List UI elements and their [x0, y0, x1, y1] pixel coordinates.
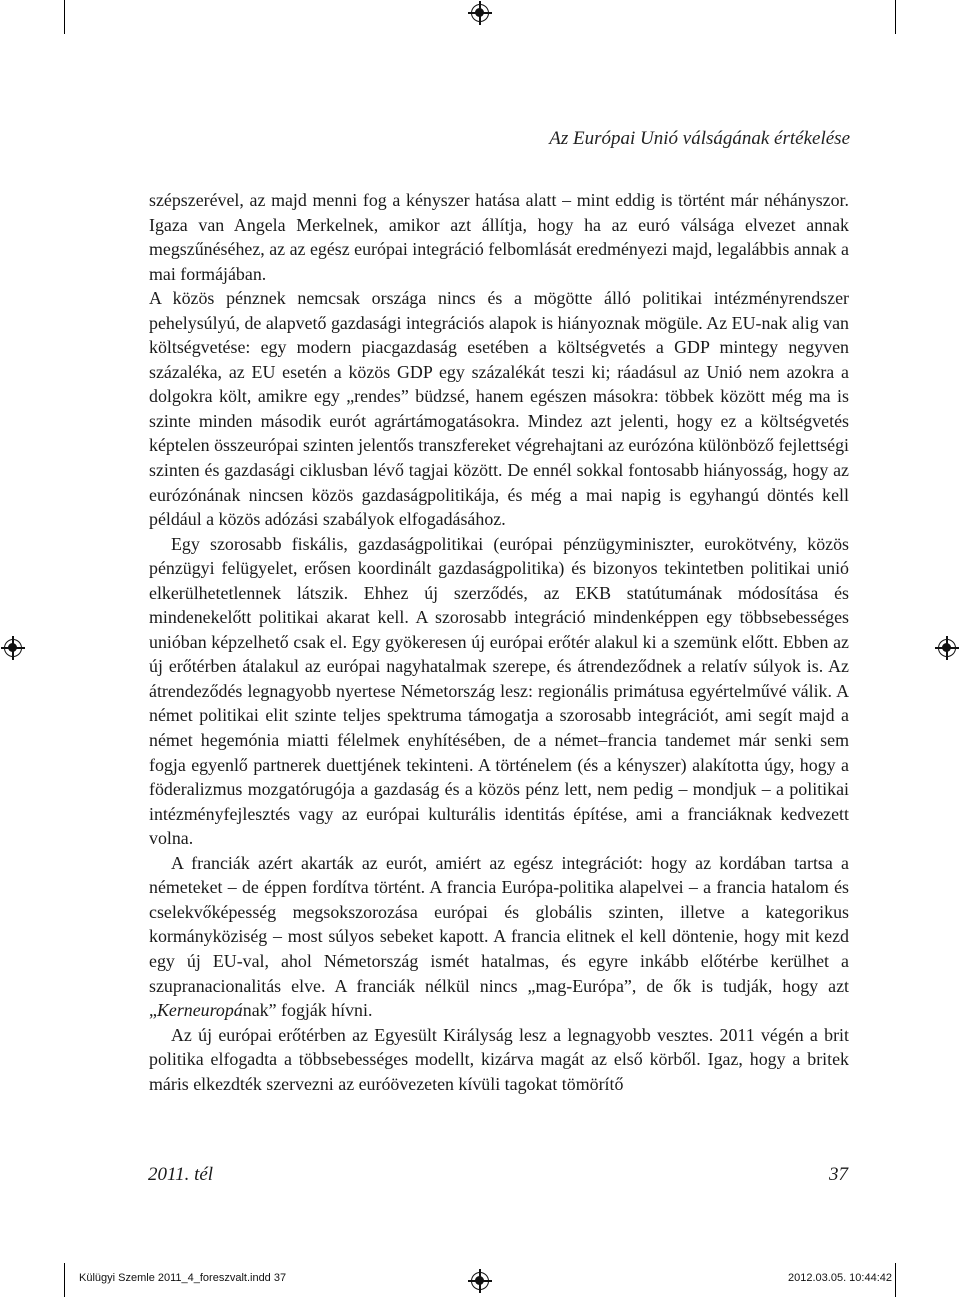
registration-mark-icon — [471, 4, 489, 22]
slug-datetime: 2012.03.05. 10:44:42 — [788, 1272, 892, 1284]
paragraph-text: nak” fogják hívni. — [242, 1000, 373, 1021]
registration-mark-icon — [938, 639, 956, 657]
quote-open: „ — [149, 1000, 157, 1021]
paragraph: szépszerével, az majd menni fog a kényszer hatása alatt – mint eddig is történt már néhányszor. Igaza van Angela Merkelnek, amikor azt állítja, hogy ha az euró válsága elvezet annak megszűnéséhez, az az egész európai integráció felbomlását eredményezi majd, legalábbis annak a mai formájában. — [149, 190, 849, 284]
issue-label: 2011. tél — [148, 1164, 214, 1185]
emphasized-term: Kerneuropá — [156, 1000, 243, 1021]
paragraph — [149, 851, 849, 1023]
crop-mark — [64, 1263, 65, 1297]
article-body — [149, 188, 849, 1096]
running-title: Az Európai Unió válságának értékelése — [549, 128, 850, 149]
paragraph: Az új európai erőtérben az Egyesült Királyság lesz a legnagyobb vesztes. 2011 végén a brit politika elfogadta a többsebességes modellt, kizárva magát az első körből. Igaz, hogy a britek máris elkezdték szervezni az euróövezeten kívüli tagokat tömörítő — [149, 1024, 849, 1094]
registration-mark-icon — [471, 1272, 489, 1290]
page-number: 37 — [829, 1164, 848, 1185]
paragraph: Egy szorosabb fiskális, gazdaságpolitikai (európai pénzügyminiszter, eurokötvény, közös pénzügyi felügyelet, erősen koordinált gazdaságpolitika) és bizonyos tekintetben politikai unió elkerülhetetlennek látszik. Ehhez új szerződés, az EKB statútumának módosítása és mindenekelőtt politikai akarat kell. A szorosabb integráció mindenképpen egy többsebességes unióban képzelhető csak el. Egy gyökeresen új európai erőtér alakul ki a szemünk előtt. Ebben az új erőtérben átalakul az európai nagyhatalmak szerepe, és átrendeződnek a relatív súlyok is. Az átrendeződés legnagyobb nyertese Németország lesz: regionális primátusa egyértelművé válik. A német politikai elit szinte teljes spektruma támogatja a szorosabb integrációt, ami segít majd a német hegemónia miatti félelmek enyhítésében, de a német–francia tandemet már senki sem fogja egyenlő partnerek duettjének tekinteni. A történelem (és a kényszer) alakította úgy, hogy a föderalizmus mozgatórugója a gazdaság és a közös pénz lett, nem pedig – mondjuk – a politikai intézményfejlesztés vagy az európai kulturális identitás építése, ami a franciáknak kedvezett volna. — [149, 533, 849, 849]
paragraph-text: A franciák azért akarták az eurót, amiért az egész integrációt: hogy az kordában tartsa a németeket – de éppen fordítva történt. A francia Európa-politika alapelvei – a francia hatalom és cselekvőképesség megsokszorozása európai és globális szinten, illetve a kategorikus kormányköziség – most súlyos sebeket kapott. A francia elitnek el kell döntenie, hogy mit kezd egy új EU-val, ahol Németország ismét hatalmas, és egyre inkább előtérbe kerülhet a szupranacionalitás elve. A franciák nélkül nincs „mag-Európa”, de ők is tudják, hogy azt — [149, 852, 849, 996]
registration-mark-icon — [4, 639, 22, 657]
crop-mark — [895, 0, 896, 34]
paragraph: A közös pénznek nemcsak országa nincs és a mögötte álló politikai intézményrendszer pehelysúlyú, de alapvető gazdasági integrációs alapok is hiányoznak mögüle. Az EU-nak alig van költségvetése: egy modern piacgazdaság esetében a költségvetés a GDP mintegy negyven százaléka, az EU esetén a közös GDP egy százalékát teszi ki; ráadásul az Unió nem azokra a dolgokra költ, amikre egy „rendes” büdzsé, hanem egészen másokra: többek között még ma is szinte minden második eurót agrártámogatásokra. Mindez azt jelenti, hogy ez a költségvetés képtelen összeurópai szinten jelentős transzfereket végrehajtani az eurózóna különböző fejlettségi szinten és gazdasági ciklusban lévő tagjai között. De ennél sokkal fontosabb hiányosság, hogy az eurózónának nincsen közös gazdaságpolitikája, és még a mai napig is egyhangú döntés kell például a közös adózási szabályok elfogadásához. — [149, 288, 849, 530]
slug-file: Külügyi Szemle 2011_4_foreszvalt.indd 37 — [79, 1272, 287, 1284]
crop-mark — [895, 1263, 896, 1297]
crop-mark — [64, 0, 65, 34]
